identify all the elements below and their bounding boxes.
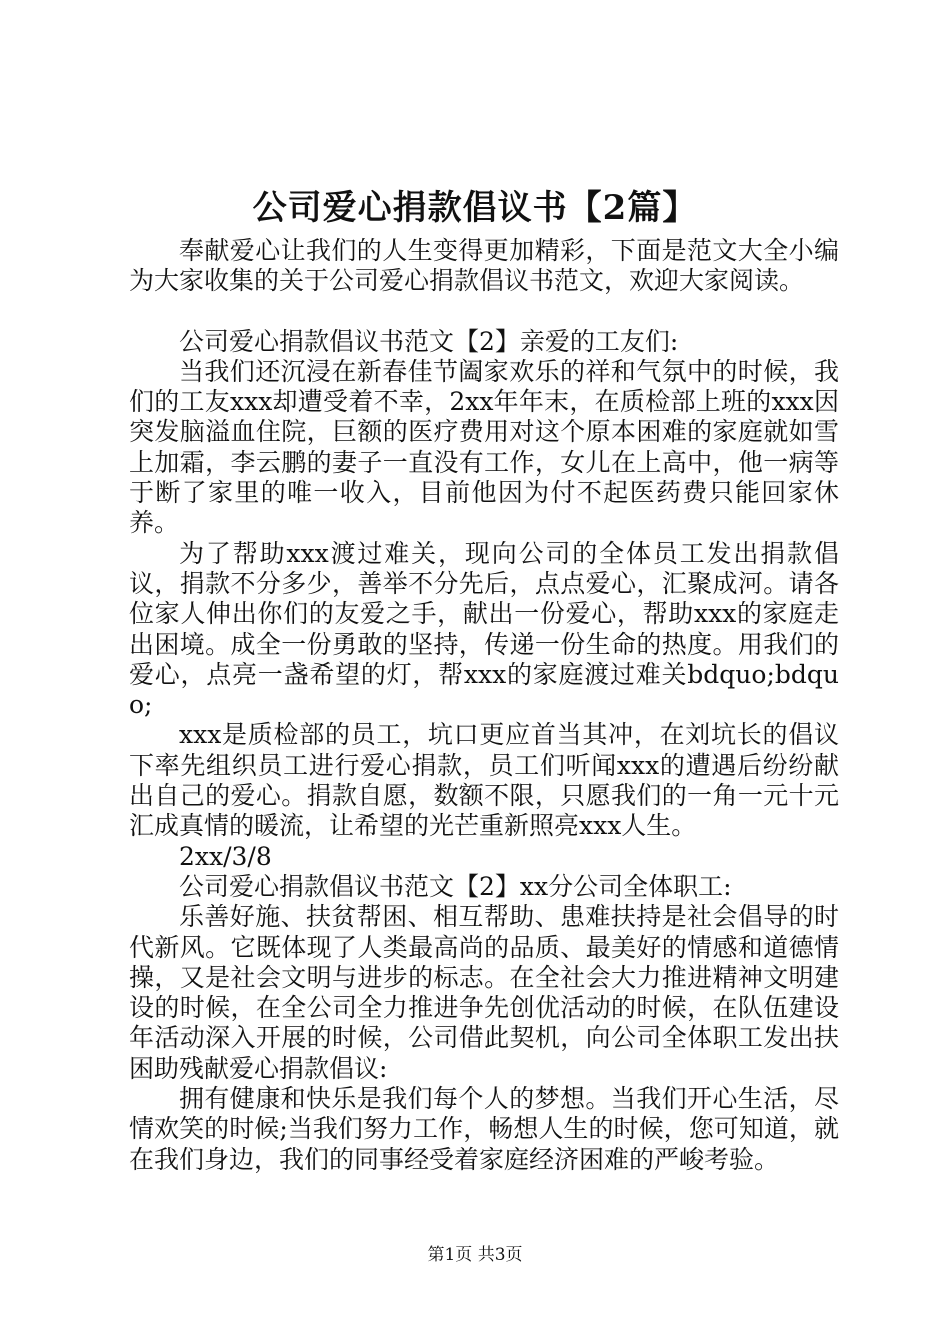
document-body xyxy=(129,236,839,1175)
page-footer: 第1页 共3页 xyxy=(427,1245,523,1265)
paragraph-body: 为了帮助xxx渡过难关，现向公司的全体员工发出捐款倡议，捐款不分多少，善举不分先后，点点爱心，汇聚成河。请各位家人伸出你们的友爱之手，献出一份爱心，帮助xxx的家庭走出困境。成全一份勇敢的坚持，传递一份生命的热度。用我们的爱心，点亮一盏希望的灯，帮xxx的家庭渡过难关bdquo;bdquo; xyxy=(129,538,839,720)
paragraph-body: 乐善好施、扶贫帮困、相互帮助、患难扶持是社会倡导的时代新风。它既体现了人类最高尚的品质、最美好的情感和道德情操，又是社会文明与进步的标志。在全社会大力推进精神文明建设的时候，在全公司全力推进争先创优活动的时候，在队伍建设年活动深入开展的时候，公司借此契机，向公司全体职工发出扶困助残献爱心捐款倡议: xyxy=(129,902,839,1083)
paragraph-intro: 奉献爱心让我们的人生变得更加精彩，下面是范文大全小编为大家收集的关于公司爱心捐款倡议书范文，欢迎大家阅读。 xyxy=(129,236,839,296)
paragraph-date: 2xx/3/8 xyxy=(179,841,272,871)
paragraph-body: 拥有健康和快乐是我们每个人的梦想。当我们开心生活，尽情欢笑的时候;当我们努力工作，畅想人生的时候，您可知道，就在我们身边，我们的同事经受着家庭经济困难的严峻考验。 xyxy=(129,1084,839,1174)
paragraph-heading-1: 公司爱心捐款倡议书范文【2】亲爱的工友们: xyxy=(179,326,679,356)
paragraph-heading-2: 公司爱心捐款倡议书范文【2】xx分公司全体职工: xyxy=(179,871,732,901)
paragraph-body: 当我们还沉浸在新春佳节阖家欢乐的祥和气氛中的时候，我们的工友xxx却遭受着不幸，2xx年年末，在质检部上班的xxx因突发脑溢血住院，巨额的医疗费用对这个原本困难的家庭就如雪上加霜，李云鹏的妻子一直没有工作，女儿在上高中，他一病等于断了家里的唯一收入，目前他因为付不起医药费只能回家休养。 xyxy=(129,356,839,538)
document-title: 公司爱心捐款倡议书【2篇】 xyxy=(252,188,698,228)
paragraph-body: xxx是质检部的员工，坑口更应首当其冲，在刘坑长的倡议下率先组织员工进行爱心捐款，员工们听闻xxx的遭遇后纷纷献出自己的爱心。捐款自愿，数额不限，只愿我们的一角一元十元汇成真情的暖流，让希望的光芒重新照亮xxx人生。 xyxy=(129,720,839,841)
